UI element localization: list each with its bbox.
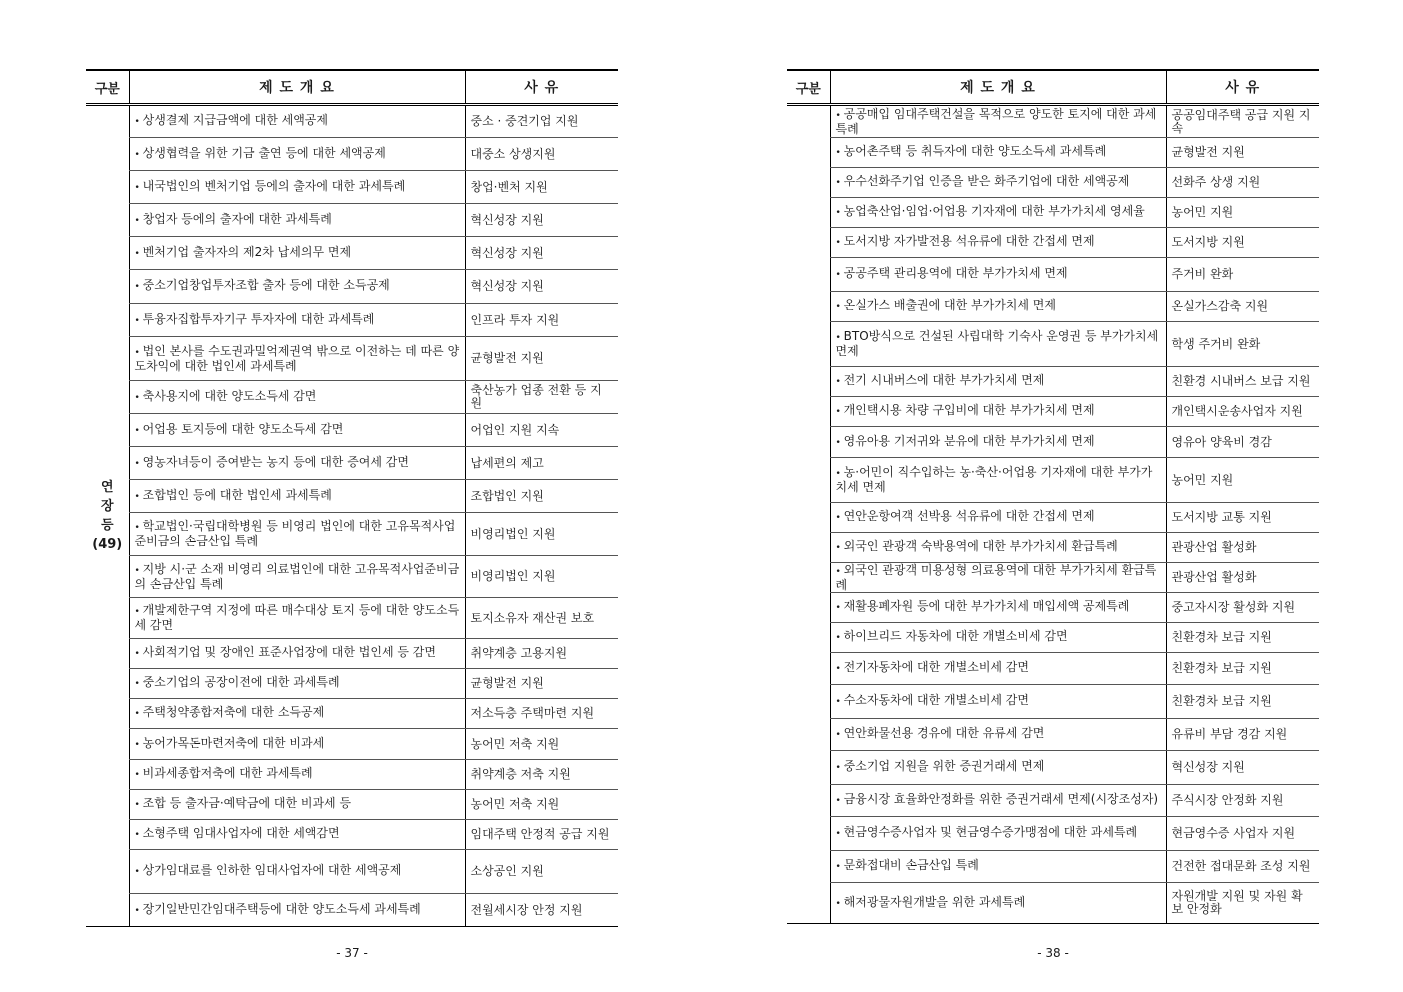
overview-cell (129, 639, 465, 669)
header-reason: 사 유 (465, 70, 618, 105)
overview-cell (830, 503, 1166, 533)
reason-cell: 농어민 저축 지원 (465, 729, 618, 760)
overview-text: • 중소기업의 공장이전에 대한 과세특례 (135, 676, 460, 691)
overview-text: • 지방 시·군 소재 비영리 의료법인에 대한 고유목적사업준비금의 손금산입 특례 (135, 563, 460, 591)
overview-cell (830, 817, 1166, 851)
table-row (86, 138, 618, 171)
overview-cell (830, 785, 1166, 817)
overview-cell (830, 322, 1166, 367)
overview-text: • 벤처기업 출자자의 제2차 납세의무 면제 (135, 246, 460, 261)
category-cell (86, 105, 129, 927)
overview-text: • 외국인 관광객 미용성형 의료용역에 대한 부가가치세 환급특례 (836, 564, 1161, 592)
table-body-right (787, 105, 1319, 924)
reason-cell: 영유아 양육비 경감 (1166, 427, 1319, 458)
overview-cell (830, 751, 1166, 785)
overview-cell (830, 685, 1166, 719)
overview-cell (129, 850, 465, 894)
table-row (787, 563, 1319, 593)
overview-text: • 주택청약종합저축에 대한 소득공제 (135, 706, 460, 721)
overview-text: • 연안화물선용 경유에 대한 유류세 감면 (836, 727, 1161, 742)
category-label-line: (49) (92, 537, 123, 552)
table-row (86, 337, 618, 381)
overview-text: • 소형주택 임대사업자에 대한 세액감면 (135, 827, 460, 842)
header-reason: 사 유 (1166, 70, 1319, 105)
overview-text: • 전기자동차에 대한 개별소비세 감면 (836, 661, 1161, 676)
reason-cell: 혁신성장 지원 (465, 237, 618, 270)
overview-cell (129, 480, 465, 513)
overview-text: • 농어촌주택 등 취득자에 대한 양도소득세 과세특례 (836, 145, 1161, 160)
overview-cell (830, 533, 1166, 563)
overview-text: • 하이브리드 자동차에 대한 개별소비세 감면 (836, 630, 1161, 645)
table-row (787, 719, 1319, 751)
table-row (787, 623, 1319, 653)
reason-cell: 농어민 지원 (1166, 198, 1319, 228)
reason-cell: 도서지방 교통 지원 (1166, 503, 1319, 533)
table-row (86, 480, 618, 513)
overview-text: • 내국법인의 벤처기업 등에의 출자에 대한 과세특례 (135, 180, 460, 195)
overview-cell (830, 623, 1166, 653)
overview-text: • 수소자동차에 대한 개별소비세 감면 (836, 694, 1161, 709)
page-37-table-container (86, 69, 618, 927)
table-row (86, 105, 618, 138)
category-label-line: 장 (100, 499, 114, 514)
overview-cell (129, 105, 465, 138)
overview-text: • 사회적기업 및 장애인 표준사업장에 대한 법인세 등 감면 (135, 646, 460, 661)
reason-cell: 주식시장 안정화 지원 (1166, 785, 1319, 817)
overview-text: • 중소기업 지원을 위한 증권거래세 면제 (836, 760, 1161, 775)
overview-text: • 창업자 등에의 출자에 대한 과세특례 (135, 213, 460, 228)
overview-text: • 어업용 토지등에 대한 양도소득세 감면 (135, 423, 460, 438)
reason-cell: 친환경차 보급 지원 (1166, 685, 1319, 719)
reason-cell: 혁신성장 지원 (465, 270, 618, 304)
tax-table-right (787, 69, 1319, 924)
overview-text: • BTO방식으로 건설된 사립대학 기숙사 운영권 등 부가가치세 면제 (836, 330, 1161, 358)
overview-cell (129, 138, 465, 171)
reason-cell: 학생 주거비 완화 (1166, 322, 1319, 367)
table-row (86, 414, 618, 447)
overview-cell (830, 228, 1166, 258)
overview-cell (830, 292, 1166, 322)
reason-cell: 온실가스감축 지원 (1166, 292, 1319, 322)
overview-text: • 문화접대비 손금산입 특례 (836, 859, 1161, 874)
overview-cell (830, 198, 1166, 228)
table-row (86, 447, 618, 480)
reason-cell: 중소 · 중견기업 지원 (465, 105, 618, 138)
overview-text: • 상생협력을 위한 기금 출연 등에 대한 세액공제 (135, 147, 460, 162)
table-row (787, 322, 1319, 367)
overview-cell (830, 367, 1166, 397)
table-header-row (787, 70, 1319, 105)
overview-text: • 외국인 관광객 숙박용역에 대한 부가가치세 환급특례 (836, 540, 1161, 555)
overview-text: • 공공주택 관리용역에 대한 부가가치세 면제 (836, 267, 1161, 282)
table-row (787, 817, 1319, 851)
table-row (86, 304, 618, 337)
overview-text: • 조합 등 출자금·예탁금에 대한 비과세 등 (135, 797, 460, 812)
overview-text: • 재활용폐자원 등에 대한 부가가치세 매입세액 공제특례 (836, 600, 1161, 615)
tax-table-left (86, 69, 618, 927)
reason-cell: 저소득층 주택마련 지원 (465, 699, 618, 729)
overview-cell (129, 337, 465, 381)
reason-cell: 현금영수증 사업자 지원 (1166, 817, 1319, 851)
overview-text: • 농어가목돈마련저축에 대한 비과세 (135, 737, 460, 752)
reason-cell: 친환경차 보급 지원 (1166, 623, 1319, 653)
reason-cell: 대중소 상생지원 (465, 138, 618, 171)
page-number-38: - 38 - (1037, 946, 1069, 960)
table-row (787, 168, 1319, 198)
table-row (787, 427, 1319, 458)
table-row (787, 397, 1319, 427)
table-row (86, 729, 618, 760)
reason-cell: 취약계층 고용지원 (465, 639, 618, 669)
table-row (86, 204, 618, 237)
overview-cell (830, 653, 1166, 685)
table-row (787, 751, 1319, 785)
table-row (787, 228, 1319, 258)
overview-cell (830, 719, 1166, 751)
reason-cell: 인프라 투자 지원 (465, 304, 618, 337)
page-number-37: - 37 - (336, 946, 368, 960)
overview-text: • 도서지방 자가발전용 석유류에 대한 간접세 면제 (836, 235, 1161, 250)
reason-cell: 건전한 접대문화 조성 지원 (1166, 851, 1319, 883)
overview-cell (830, 593, 1166, 623)
table-row (787, 593, 1319, 623)
table-row (86, 850, 618, 894)
overview-cell (129, 598, 465, 639)
overview-cell (129, 729, 465, 760)
overview-cell (129, 894, 465, 927)
table-row (86, 598, 618, 639)
table-row (787, 258, 1319, 292)
header-overview: 제 도 개 요 (830, 70, 1166, 105)
reason-cell: 관광산업 활성화 (1166, 533, 1319, 563)
overview-cell (830, 458, 1166, 503)
reason-cell: 조합법인 지원 (465, 480, 618, 513)
overview-text: • 우수선화주기업 인증을 받은 화주기업에 대한 세액공제 (836, 175, 1161, 190)
table-row (86, 894, 618, 927)
table-row (86, 556, 618, 598)
reason-cell: 공공임대주택 공급 지원 지속 (1166, 105, 1319, 138)
table-row (86, 790, 618, 820)
overview-text: • 금융시장 효율화안정화를 위한 증권거래세 면제(시장조성자) (836, 793, 1161, 808)
overview-cell (129, 556, 465, 598)
overview-text: • 농업축산업·임업·어업용 기자재에 대한 부가가치세 영세율 (836, 205, 1161, 220)
overview-text: • 학교법인·국립대학병원 등 비영리 법인에 대한 고유목적사업준비금의 손금산입 특례 (135, 520, 460, 548)
overview-cell (129, 820, 465, 850)
reason-cell: 혁신성장 지원 (465, 204, 618, 237)
table-row (787, 851, 1319, 883)
table-row (787, 883, 1319, 924)
table-row (86, 820, 618, 850)
header-category: 구분 (787, 70, 830, 105)
overview-cell (129, 760, 465, 790)
table-row (86, 513, 618, 556)
overview-text: • 축사용지에 대한 양도소득세 감면 (135, 390, 460, 405)
overview-cell (129, 237, 465, 270)
table-row (787, 685, 1319, 719)
overview-cell (129, 414, 465, 447)
reason-cell: 개인택시운송사업자 지원 (1166, 397, 1319, 427)
reason-cell: 균형발전 지원 (1166, 138, 1319, 168)
overview-text: • 법인 본사를 수도권과밀억제권역 밖으로 이전하는 데 따른 양도차익에 대한 법인세 과세특례 (135, 345, 460, 373)
overview-text: • 온실가스 배출권에 대한 부가가치세 면제 (836, 299, 1161, 314)
header-overview: 제 도 개 요 (129, 70, 465, 105)
table-row (787, 458, 1319, 503)
overview-cell (129, 790, 465, 820)
overview-cell (129, 513, 465, 556)
overview-cell (129, 270, 465, 304)
reason-cell: 축산농가 업종 전환 등 지원 (465, 381, 618, 414)
reason-cell: 유류비 부담 경감 지원 (1166, 719, 1319, 751)
overview-text: • 투융자집합투자기구 투자자에 대한 과세특례 (135, 313, 460, 328)
table-body-left (86, 105, 618, 927)
table-row (787, 367, 1319, 397)
overview-text: • 개발제한구역 지정에 따른 매수대상 토지 등에 대한 양도소득세 감면 (135, 604, 460, 632)
reason-cell: 농어민 지원 (1166, 458, 1319, 503)
table-row (86, 699, 618, 729)
overview-text: • 연안운항여객 선박용 석유류에 대한 간접세 면제 (836, 510, 1161, 525)
overview-text: • 현금영수증사업자 및 현금영수증가맹점에 대한 과세특례 (836, 826, 1161, 841)
reason-cell: 주거비 완화 (1166, 258, 1319, 292)
overview-cell (129, 381, 465, 414)
overview-cell (830, 883, 1166, 924)
overview-text: • 영농자녀등이 증여받는 농지 등에 대한 증여세 감면 (135, 456, 460, 471)
reason-cell: 관광산업 활성화 (1166, 563, 1319, 593)
reason-cell: 균형발전 지원 (465, 669, 618, 699)
reason-cell: 비영리법인 지원 (465, 513, 618, 556)
overview-text: • 조합법인 등에 대한 법인세 과세특례 (135, 489, 460, 504)
reason-cell: 균형발전 지원 (465, 337, 618, 381)
table-row (787, 138, 1319, 168)
header-category: 구분 (86, 70, 129, 105)
table-row (86, 237, 618, 270)
reason-cell: 토지소유자 재산권 보호 (465, 598, 618, 639)
reason-cell: 소상공인 지원 (465, 850, 618, 894)
reason-cell: 친환경차 보급 지원 (1166, 653, 1319, 685)
overview-text: • 전기 시내버스에 대한 부가가치세 면제 (836, 374, 1161, 389)
overview-cell (129, 447, 465, 480)
category-label-line: 등 (100, 518, 114, 533)
table-row (86, 760, 618, 790)
reason-cell: 친환경 시내버스 보급 지원 (1166, 367, 1319, 397)
reason-cell: 비영리법인 지원 (465, 556, 618, 598)
reason-cell: 납세편의 제고 (465, 447, 618, 480)
table-row (86, 270, 618, 304)
reason-cell: 취약계층 저축 지원 (465, 760, 618, 790)
overview-cell (830, 397, 1166, 427)
category-cell (787, 105, 830, 924)
overview-cell (129, 171, 465, 204)
overview-text: • 농·어민이 직수입하는 농·축산·어업용 기자재에 대한 부가가치세 면제 (836, 466, 1161, 494)
reason-cell: 농어민 저축 지원 (465, 790, 618, 820)
overview-text: • 비과세종합저축에 대한 과세특례 (135, 767, 460, 782)
reason-cell: 혁신성장 지원 (1166, 751, 1319, 785)
overview-cell (129, 669, 465, 699)
reason-cell: 선화주 상생 지원 (1166, 168, 1319, 198)
overview-cell (830, 851, 1166, 883)
reason-cell: 도서지방 지원 (1166, 228, 1319, 258)
reason-cell: 어업인 지원 지속 (465, 414, 618, 447)
table-row (86, 381, 618, 414)
overview-text: • 중소기업창업투자조합 출자 등에 대한 소득공제 (135, 279, 460, 294)
overview-cell (830, 258, 1166, 292)
reason-cell: 창업·벤처 지원 (465, 171, 618, 204)
table-row (787, 198, 1319, 228)
table-row (787, 653, 1319, 685)
table-header-row (86, 70, 618, 105)
overview-cell (830, 427, 1166, 458)
overview-text: • 개인택시용 차량 구입비에 대한 부가가치세 면제 (836, 404, 1161, 419)
reason-cell: 중고자시장 활성화 지원 (1166, 593, 1319, 623)
overview-text: • 해저광물자원개발을 위한 과세특례 (836, 896, 1161, 911)
category-label-line: 연 (100, 480, 114, 495)
overview-text: • 공공매입 임대주택건설을 목적으로 양도한 토지에 대한 과세특례 (836, 108, 1161, 136)
table-row (787, 785, 1319, 817)
reason-cell: 임대주택 안정적 공급 지원 (465, 820, 618, 850)
page-38-table-container (787, 69, 1319, 924)
reason-cell: 전월세시장 안정 지원 (465, 894, 618, 927)
overview-text: • 상가임대료를 인하한 임대사업자에 대한 세액공제 (135, 864, 460, 879)
overview-cell (830, 138, 1166, 168)
overview-text: • 영유아용 기저귀와 분유에 대한 부가가치세 면제 (836, 435, 1161, 450)
table-row (86, 639, 618, 669)
overview-cell (830, 168, 1166, 198)
overview-cell (129, 304, 465, 337)
overview-cell (129, 204, 465, 237)
table-row (86, 669, 618, 699)
table-row (86, 171, 618, 204)
table-row (787, 105, 1319, 138)
overview-cell (129, 699, 465, 729)
overview-cell (830, 563, 1166, 593)
table-row (787, 292, 1319, 322)
overview-text: • 상생결제 지급금액에 대한 세액공제 (135, 114, 460, 129)
reason-cell: 자원개발 지원 및 자원 확보 안정화 (1166, 883, 1319, 924)
overview-cell (830, 105, 1166, 138)
table-row (787, 533, 1319, 563)
table-row (787, 503, 1319, 533)
overview-text: • 장기일반민간임대주택등에 대한 양도소득세 과세특례 (135, 903, 460, 918)
